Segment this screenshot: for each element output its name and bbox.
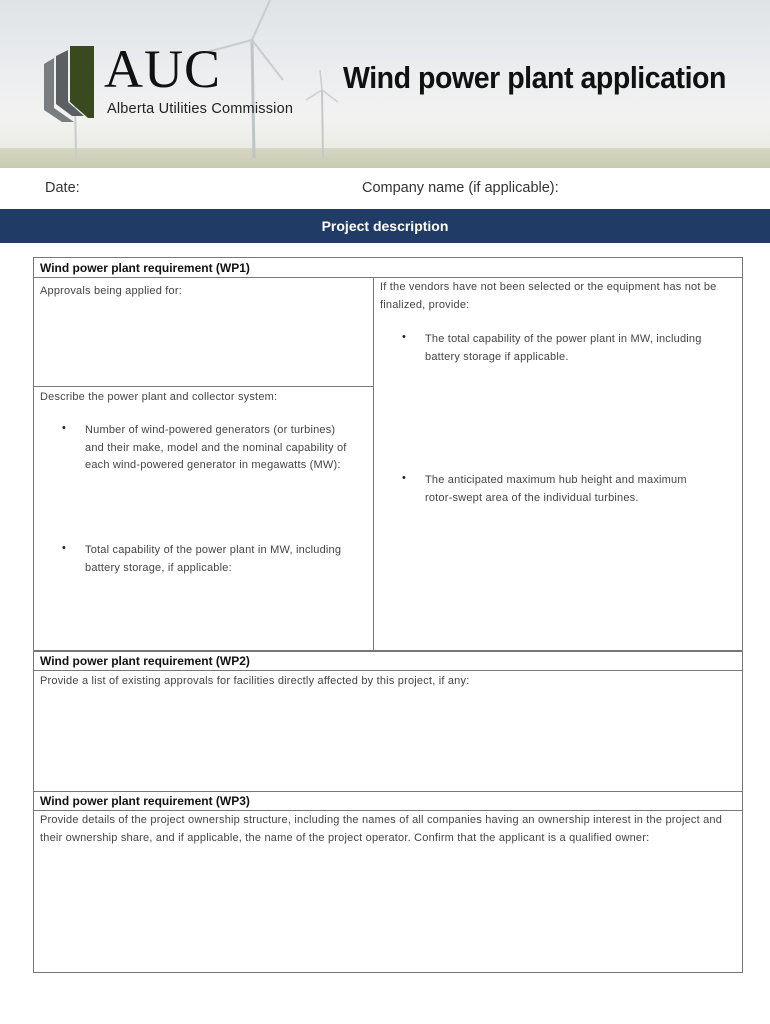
wp1-heading: Wind power plant requirement (WP1)	[40, 261, 250, 275]
divider	[33, 386, 374, 387]
divider	[33, 810, 743, 811]
section-header: Project description	[0, 209, 770, 243]
wind-turbine-icon	[300, 70, 344, 160]
divider	[373, 277, 374, 651]
divider	[33, 277, 743, 278]
generators-field[interactable]: Number of wind-powered generators (or turbines) and their make, model and the nominal capability of each wind-powered generator in megawatts (MW):	[85, 424, 347, 471]
header-banner	[0, 0, 770, 168]
bullet-icon: •	[62, 542, 66, 554]
vendors-intro: If the vendors have not been selected or the equipment has not be finalized, provide:	[380, 281, 717, 311]
vendor-capability-field[interactable]: The total capability of the power plant in MW, including battery storage if applicable.	[425, 333, 702, 363]
page-title: Wind power plant application	[343, 60, 726, 95]
approvals-field[interactable]: Approvals being applied for:	[40, 285, 182, 297]
bullet-icon: •	[402, 472, 406, 484]
wp3-heading: Wind power plant requirement (WP3)	[40, 794, 250, 808]
describe-plant-field[interactable]: Describe the power plant and collector system:	[40, 391, 278, 403]
divider	[33, 670, 743, 671]
date-label: Date:	[45, 180, 80, 196]
bullet-icon: •	[402, 331, 406, 343]
company-name-label: Company name (if applicable):	[362, 180, 559, 196]
existing-approvals-field[interactable]: Provide a list of existing approvals for facilities directly affected by this project, if any:	[40, 675, 470, 687]
logo-text: AUC	[104, 39, 222, 99]
bullet-icon: •	[62, 422, 66, 434]
hub-height-field[interactable]: The anticipated maximum hub height and maximum rotor-swept area of the individual turbines.	[425, 474, 687, 504]
prairie-ground	[0, 148, 770, 168]
total-capability-field[interactable]: Total capability of the power plant in MW, including battery storage, if applicable:	[85, 544, 342, 574]
ownership-structure-field[interactable]: Provide details of the project ownership structure, including the names of all companies having an ownership interest in the project and their ownership share, and if applicable, the name of the project operator. Confirm that the applicant is a qualified owner:	[40, 814, 723, 844]
wp2-heading: Wind power plant requirement (WP2)	[40, 654, 250, 668]
logo-subtitle: Alberta Utilities Commission	[107, 101, 294, 117]
